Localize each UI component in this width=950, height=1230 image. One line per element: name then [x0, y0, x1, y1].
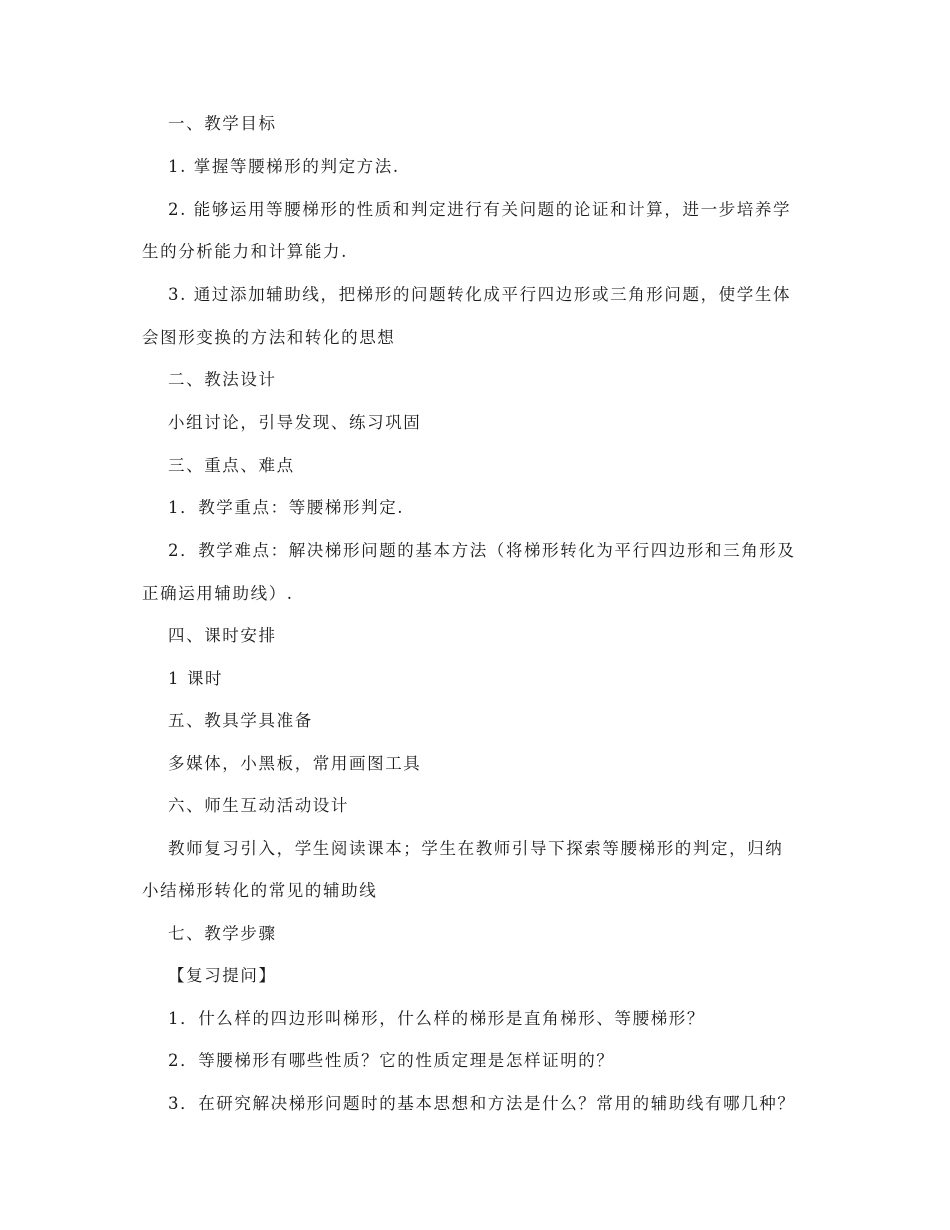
- materials-body: 多媒体，小黑板，常用画图工具: [168, 754, 422, 773]
- key-point-item-2-line-2: 正确运用辅助线）.: [142, 584, 294, 603]
- interaction-body-line-2: 小结梯形转化的常见的辅助线: [142, 881, 378, 900]
- review-question-1: 1．什么样的四边形叫梯形，什么样的梯形是直角梯形、等腰梯形？: [168, 1009, 705, 1028]
- section-heading-schedule: 四、课时安排: [168, 626, 277, 645]
- section-heading-method: 二、教法设计: [168, 370, 277, 389]
- key-point-item-1: 1．教学重点：等腰梯形判定.: [168, 498, 405, 517]
- objective-item-2-line-1: 2. 能够运用等腰梯形的性质和判定进行有关问题的论证和计算，进一步培养学: [168, 200, 792, 219]
- objective-item-3-line-2: 会图形变换的方法和转化的思想: [142, 328, 396, 347]
- method-body: 小组讨论，引导发现、练习巩固: [168, 413, 422, 432]
- section-heading-objectives: 一、教学目标: [168, 114, 277, 133]
- section-heading-interaction: 六、师生互动活动设计: [168, 796, 349, 815]
- key-point-item-2-line-1: 2．教学难点：解决梯形问题的基本方法（将梯形转化为平行四边形和三角形及: [168, 541, 796, 560]
- section-heading-materials: 五、教具学具准备: [168, 711, 313, 730]
- interaction-body-line-1: 教师复习引入，学生阅读课本；学生在教师引导下探索等腰梯形的判定，归纳: [168, 839, 784, 858]
- section-heading-key-points: 三、重点、难点: [168, 456, 295, 475]
- objective-item-2-line-2: 生的分析能力和计算能力.: [142, 242, 348, 261]
- review-question-3: 3．在研究解决梯形问题时的基本思想和方法是什么？常用的辅助线有哪几种？: [168, 1094, 796, 1113]
- objective-item-3-line-1: 3. 通过添加辅助线，把梯形的问题转化成平行四边形或三角形问题，使学生体: [168, 285, 792, 304]
- review-question-2: 2．等腰梯形有哪些性质？它的性质定理是怎样证明的？: [168, 1051, 615, 1070]
- schedule-body: 1 课时: [168, 669, 224, 688]
- objective-item-1: 1. 掌握等腰梯形的判定方法.: [168, 157, 400, 176]
- steps-subheading-review: 【复习提问】: [168, 966, 277, 985]
- section-heading-steps: 七、教学步骤: [168, 924, 277, 943]
